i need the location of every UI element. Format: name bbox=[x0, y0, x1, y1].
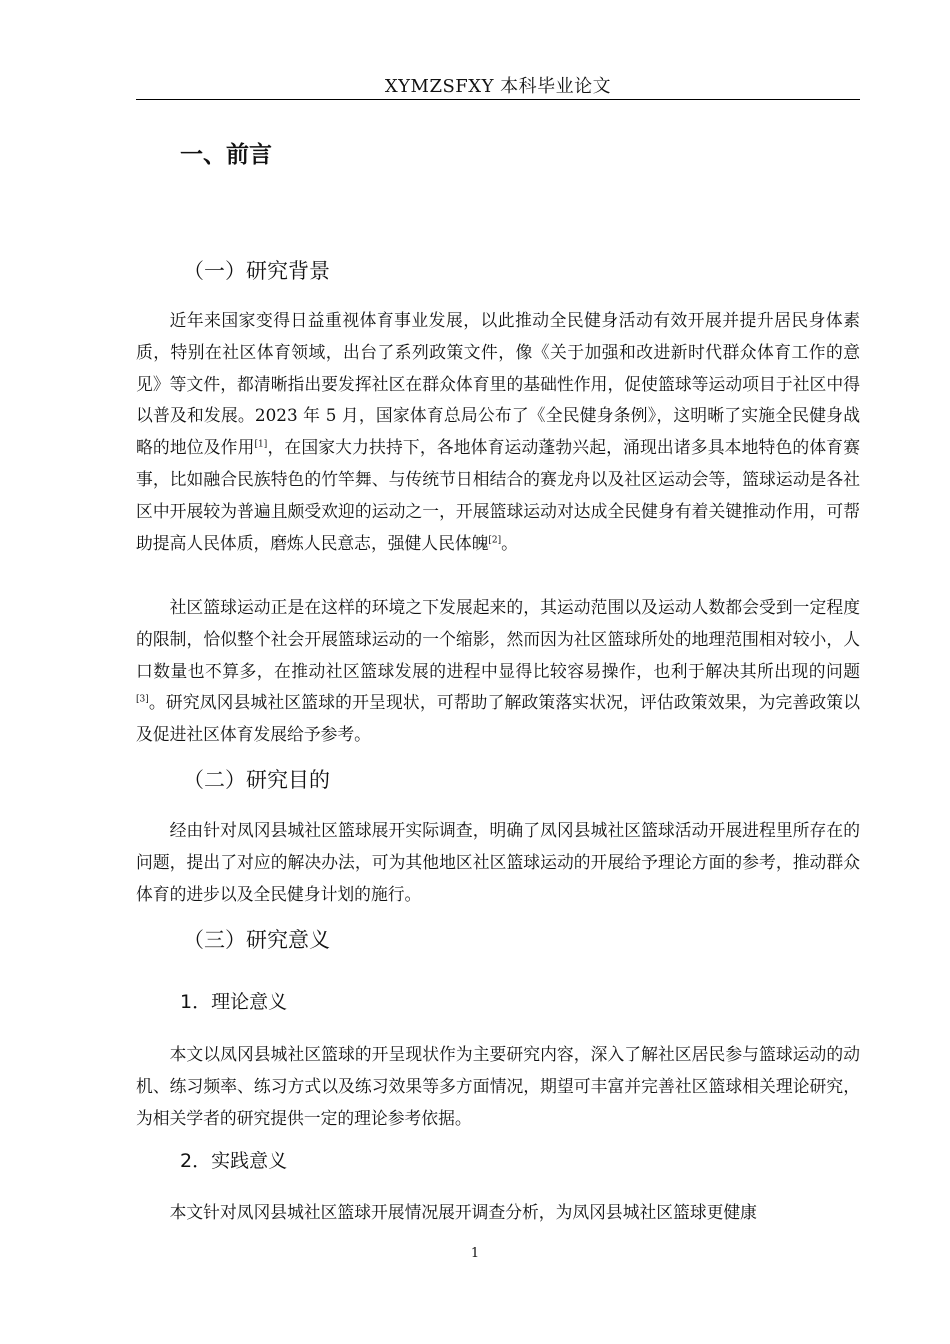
subheading-research-significance: （三）研究意义 bbox=[183, 928, 330, 952]
page-number: 1 bbox=[470, 1246, 480, 1261]
citation-1: [1] bbox=[254, 439, 268, 450]
running-header: XYMZSFXY 本科毕业论文 bbox=[384, 76, 612, 97]
paragraph-practical: 本文针对凤冈县城社区篮球开展情况展开调查分析，为凤冈县城社区篮球更健康 bbox=[169, 1202, 757, 1222]
paragraph-theoretical: 本文以凤冈县城社区篮球的开呈现状作为主要研究内容，深入了解社区居民参与篮球运动的动机、练习频率、练习方式以及练习效果等多方面情况，期望可丰富并完善社区篮球相关理论研究，为相关学者的研究提供一定的理论参考依据。 bbox=[136, 1044, 860, 1128]
text-run: 。 bbox=[501, 532, 518, 553]
paragraph-background-2 bbox=[136, 592, 860, 751]
paragraph-background-1 bbox=[136, 305, 860, 559]
subheading-research-purpose: （二）研究目的 bbox=[183, 768, 330, 792]
text-run: ，在国家大力扶持下，各地体育运动蓬勃兴起，涌现出诸多具本地特色的体育赛事，比如融合民族特色的竹竿舞、与传统节日相结合的赛龙舟以及社区运动会等，篮球运动是各社区中开展较为普遍且颇受欢迎的运动之一，开展篮球运动对达成全民健身有着关键推动作用，可帮助提高人民体质，磨炼人民意志，强健人民体魄 bbox=[136, 437, 860, 553]
citation-2: [2] bbox=[488, 534, 502, 545]
text-run: 近年来国家变得日益重视体育事业发展，以此推动全民健身活动有效开展并提升居民身体素质，特别在社区体育领域，出台了系列政策文件，像《关于加强和改进新时代群众体育工作的意见》等文件，都清晰指出要发挥社区在群众体育里的基础性作用，促使篮球等运动项目于社区中得以普及和发展。2023 年 5 月，国家体育总局公布了《全民健身条例》，这明晰了实施全民健身战略的地位及作用 bbox=[136, 310, 860, 458]
item-heading-practical: 2．实践意义 bbox=[180, 1150, 288, 1172]
text-run: 社区篮球运动正是在这样的环境之下发展起来的，其运动范围以及运动人数都会受到一定程度的限制，恰似整个社会开展篮球运动的一个缩影，然而因为社区篮球所处的地理范围相对较小，人口数量也不算多，在推动社区篮球发展的进程中显得比较容易操作，也利于解决其所出现的问题 bbox=[136, 597, 860, 681]
text-run: 。研究凤冈县城社区篮球的开呈现状，可帮助了解政策落实状况，评估政策效果，为完善政策以及促进社区体育发展给予参考。 bbox=[136, 692, 860, 745]
item-heading-theoretical: 1．理论意义 bbox=[180, 991, 288, 1013]
subheading-research-background: （一）研究背景 bbox=[183, 259, 330, 283]
header-rule bbox=[136, 99, 860, 100]
section-heading-preface: 一、前言 bbox=[180, 142, 272, 168]
paragraph-purpose: 经由针对凤冈县城社区篮球展开实际调查，明确了凤冈县城社区篮球活动开展进程里所存在的问题，提出了对应的解决办法，可为其他地区社区篮球运动的开展给予理论方面的参考，推动群众体育的进步以及全民健身计划的施行。 bbox=[136, 820, 860, 904]
citation-3: [3] bbox=[136, 694, 149, 705]
